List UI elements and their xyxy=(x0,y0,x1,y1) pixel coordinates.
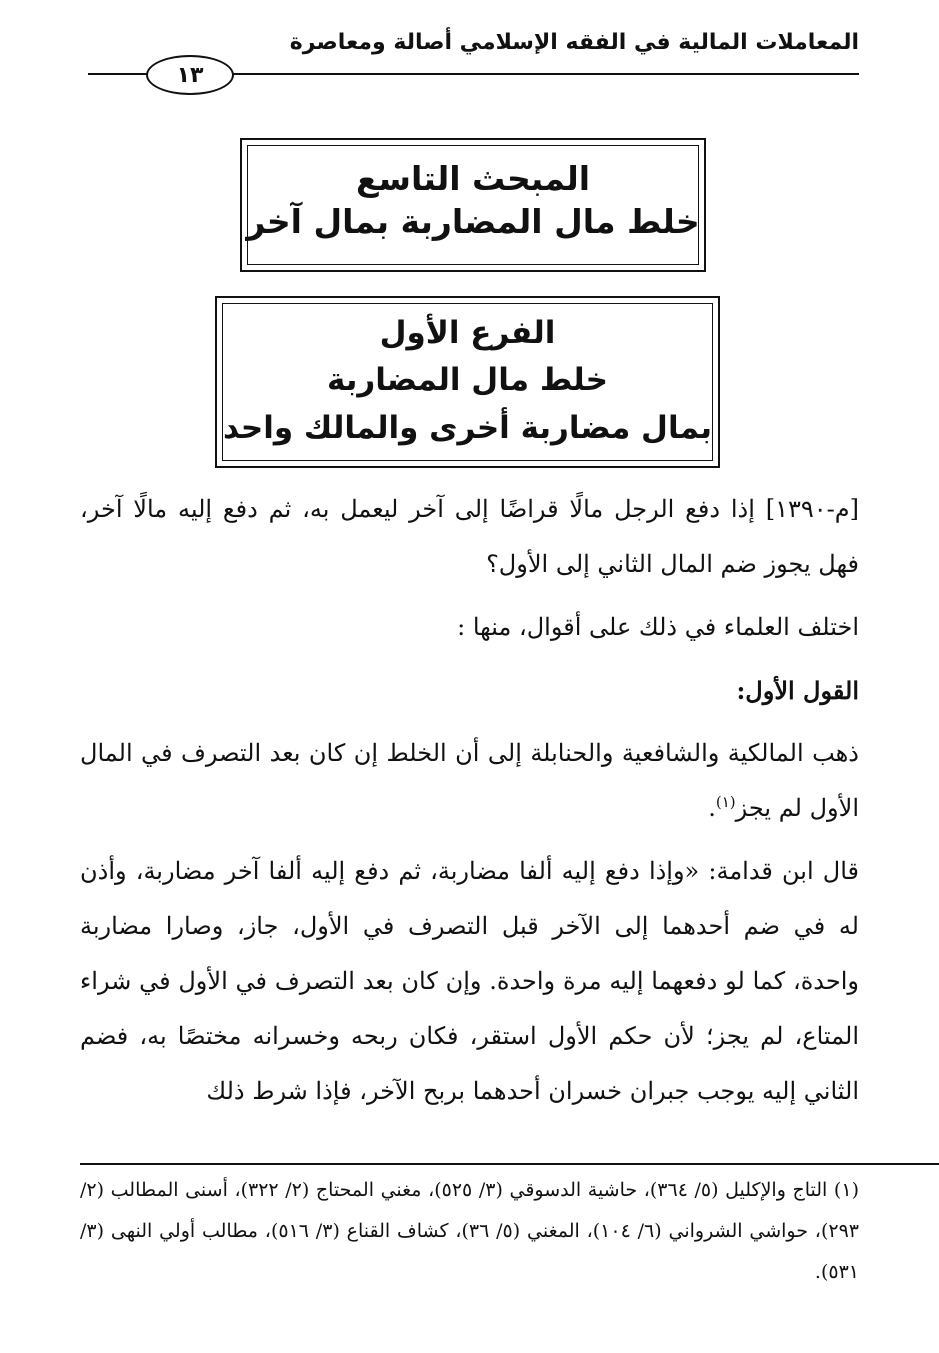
running-title: المعاملات المالية في الفقه الإسلامي أصالة ومعاصرة xyxy=(289,30,859,55)
section-title-box xyxy=(240,138,706,272)
subsection-subtitle-2: بمال مضاربة أخرى والمالك واحد xyxy=(222,409,713,446)
paragraph-opinion-end: . xyxy=(708,794,716,822)
opinion-heading: القول الأول: xyxy=(736,676,859,705)
page-number-badge xyxy=(146,55,234,95)
subsection-title: الفرع الأول xyxy=(379,315,556,351)
paragraph-question: [م-١٣٩٠] إذا دفع الرجل مالًا قراضًا إلى آخر ليعمل به، ثم دفع إليه مالًا آخر، فهل يجوز ضم المال الثاني إلى الأول؟ xyxy=(80,495,859,578)
page-number: ١٣ xyxy=(176,62,204,88)
footnote-rule xyxy=(80,1163,939,1165)
paragraph-opinion xyxy=(80,726,859,836)
paragraph-quote: قال ابن قدامة: «وإذا دفع إليه ألفا مضاربة، ثم دفع إليه ألفا آخر مضاربة، وأذن له في ضم أحدهما إلى الآخر قبل التصرف في الأول، جاز، وصارا مضاربة واحدة، كما لو دفعهما إليه مرة واحدة. وإن كان بعد التصرف في الأول في شراء المتاع، لم يجز؛ لأن حكم الأول استقر، فكان ربحه وخسرانه مختصًا به، فضم الثاني إليه يوجب جبران خسران أحدهما بربح الآخر، فإذا شرط ذلك xyxy=(80,857,859,1105)
footnote-1: (١) التاج والإكليل (٥/ ٣٦٤)، حاشية الدسوقي (٣/ ٥٢٥)، مغني المحتاج (٢/ ٣٢٢)، أسنى المطالب (٢/ ٢٩٣)، حواشي الشرواني (٦/ ١٠٤)، المغني (٥/ ٣٦)، كشاف القناع (٣/ ٥١٦)، مطالب أولي النهى (٣/ ٥٣١). xyxy=(80,1179,859,1283)
paragraph-intro: اختلف العلماء في ذلك على أقوال، منها : xyxy=(457,613,859,641)
section-subtitle: خلط مال المضاربة بمال آخر xyxy=(246,201,700,241)
body-text xyxy=(80,482,859,1119)
paragraph-opinion-text: ذهب المالكية والشافعية والحنابلة إلى أن الخلط إن كان بعد التصرف في المال الأول لم يجز xyxy=(80,739,859,822)
footnote-reference: (١) xyxy=(715,793,736,811)
subsection-title-box xyxy=(215,296,720,468)
subsection-subtitle-1: خلط مال المضاربة xyxy=(326,362,609,399)
section-title: المبحث التاسع xyxy=(355,159,591,198)
footnotes xyxy=(80,1170,859,1293)
